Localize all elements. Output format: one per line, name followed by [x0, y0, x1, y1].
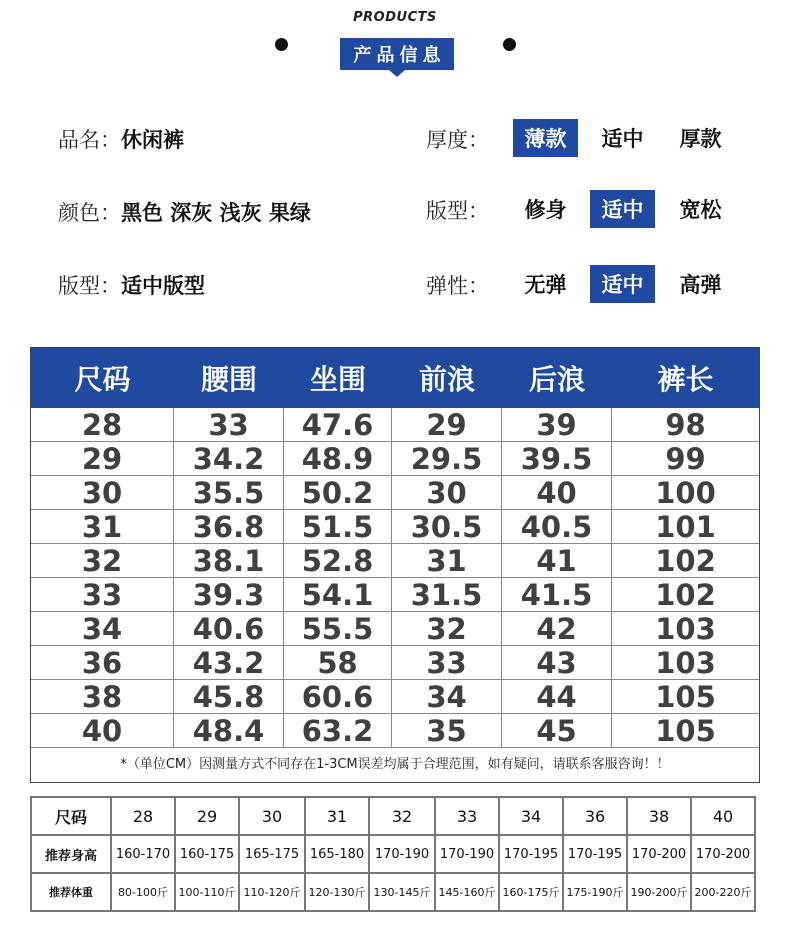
size-table-cell: 34: [392, 680, 502, 714]
size-table-cell: 36.8: [174, 510, 284, 544]
size-table-cell: 30: [31, 476, 174, 510]
recommend-weight-cell: 120-130斤: [305, 873, 369, 911]
recommend-height-cell: 165-180: [305, 835, 369, 873]
size-table: [30, 347, 760, 783]
recommend-weight-row: [31, 873, 755, 911]
size-table-cell: 34.2: [174, 442, 284, 476]
size-table-cell: 33: [31, 578, 174, 612]
left-dot-icon: [275, 38, 288, 51]
recommend-weight-cell: 80-100斤: [111, 873, 175, 911]
cut-option: 适中: [590, 190, 655, 228]
size-table-cell: 29: [31, 442, 174, 476]
size-table-cell: 39: [502, 408, 612, 442]
info-name-row: [58, 124, 184, 154]
size-table-body: [31, 408, 759, 748]
recommend-size-cell: 29: [175, 797, 239, 835]
title-pointer-icon: [389, 70, 405, 77]
info-color-row: [58, 197, 311, 227]
size-table-cell: 105: [612, 714, 759, 748]
size-table-cell: 28: [31, 408, 174, 442]
recommend-height-cell: 170-190: [435, 835, 499, 873]
recommend-height-cell: 160-170: [111, 835, 175, 873]
size-table-cell: 39.3: [174, 578, 284, 612]
cut-option: 修身: [524, 198, 567, 222]
recommend-height-cell: 170-200: [627, 835, 691, 873]
size-table-cell: 32: [31, 544, 174, 578]
size-table-cell: 29: [392, 408, 502, 442]
size-table-cell: 48.9: [284, 442, 392, 476]
size-table-note: *（单位CM）因测量方式不同存在1-3CM误差均属于合理范围，如有疑问，请联系客服咨询！！: [120, 757, 670, 772]
size-table-cell: 40.6: [174, 612, 284, 646]
size-header-cell: 尺码: [74, 363, 131, 396]
size-table-cell: 41.5: [502, 578, 612, 612]
size-header-cell: 腰围: [200, 363, 257, 396]
size-table-cell: 29.5: [392, 442, 502, 476]
recommend-table: [30, 796, 756, 912]
size-header-cell: 前浪: [418, 363, 475, 396]
info-name-value: 休闲裤: [121, 128, 184, 152]
size-header-cell: 后浪: [528, 363, 585, 396]
size-header-cell: 裤长: [657, 363, 714, 396]
recommend-size-cell: 33: [435, 797, 499, 835]
cut-label: 版型：: [426, 199, 489, 223]
thickness-option: 厚款: [679, 127, 722, 151]
size-table-cell: 47.6: [284, 408, 392, 442]
recommend-height-cell: 170-195: [499, 835, 563, 873]
info-name-label: 品名：: [58, 128, 121, 152]
size-table-cell: 40: [502, 476, 612, 510]
recommend-weight-cell: 190-200斤: [627, 873, 691, 911]
recommend-height-cell: 160-175: [175, 835, 239, 873]
size-table-cell: 103: [612, 612, 759, 646]
size-table-cell: 35.5: [174, 476, 284, 510]
info-color-value: 黑色 深灰 浅灰 果绿: [121, 201, 311, 225]
recommend-weight-label: 推荐体重: [31, 873, 111, 911]
size-table-cell: 36: [31, 646, 174, 680]
size-table-cell: 54.1: [284, 578, 392, 612]
thickness-option: 薄款: [513, 119, 578, 157]
size-table-cell: 30.5: [392, 510, 502, 544]
recommend-height-cell: 170-200: [691, 835, 755, 873]
size-table-cell: 63.2: [284, 714, 392, 748]
info-fit-value: 适中版型: [121, 274, 205, 298]
size-table-cell: 51.5: [284, 510, 392, 544]
recommend-size-cell: 40: [691, 797, 755, 835]
size-table-cell: 101: [612, 510, 759, 544]
elasticity-option: 无弹: [524, 273, 567, 297]
size-table-cell: 99: [612, 442, 759, 476]
size-table-cell: 45.8: [174, 680, 284, 714]
recommend-weight-cell: 100-110斤: [175, 873, 239, 911]
size-table-cell: 60.6: [284, 680, 392, 714]
size-table-header: [31, 348, 759, 408]
size-table-cell: 31.5: [392, 578, 502, 612]
size-table-cell: 42: [502, 612, 612, 646]
recommend-size-cell: 30: [239, 797, 305, 835]
size-table-cell: 58: [284, 646, 392, 680]
size-table-cell: 48.4: [174, 714, 284, 748]
size-table-cell: 55.5: [284, 612, 392, 646]
size-table-cell: 50.2: [284, 476, 392, 510]
recommend-weight-cell: 145-160斤: [435, 873, 499, 911]
recommend-size-cell: 36: [563, 797, 627, 835]
size-table-cell: 45: [502, 714, 612, 748]
info-fit-row: [58, 270, 205, 300]
size-table-cell: 30: [392, 476, 502, 510]
recommend-size-label: 尺码: [31, 797, 111, 835]
recommend-height-label: 推荐身高: [31, 835, 111, 873]
recommend-weight-cell: 160-175斤: [499, 873, 563, 911]
size-table-cell: 43: [502, 646, 612, 680]
cut-option: 宽松: [679, 198, 722, 222]
size-table-cell: 33: [392, 646, 502, 680]
size-table-cell: 100: [612, 476, 759, 510]
size-table-cell: 40.5: [502, 510, 612, 544]
recommend-size-cell: 28: [111, 797, 175, 835]
size-table-cell: 52.8: [284, 544, 392, 578]
recommend-weight-cell: 110-120斤: [239, 873, 305, 911]
info-color-label: 颜色：: [58, 201, 121, 225]
size-table-cell: 43.2: [174, 646, 284, 680]
size-table-cell: 31: [392, 544, 502, 578]
products-eyebrow: PRODUCTS: [353, 10, 437, 25]
elasticity-option: 高弹: [679, 273, 722, 297]
size-table-cell: 39.5: [502, 442, 612, 476]
size-table-cell: 40: [31, 714, 174, 748]
size-table-cell: 98: [612, 408, 759, 442]
recommend-height-cell: 170-190: [369, 835, 435, 873]
info-fit-label: 版型：: [58, 274, 121, 298]
right-dot-icon: [503, 38, 516, 51]
recommend-height-row: [31, 835, 755, 873]
recommend-height-cell: 165-175: [239, 835, 305, 873]
size-table-cell: 44: [502, 680, 612, 714]
recommend-size-cell: 34: [499, 797, 563, 835]
thickness-option: 适中: [601, 127, 644, 151]
size-table-cell: 102: [612, 544, 759, 578]
size-table-cell: 33: [174, 408, 284, 442]
recommend-weight-cell: 200-220斤: [691, 873, 755, 911]
size-table-cell: 38: [31, 680, 174, 714]
recommend-size-cell: 32: [369, 797, 435, 835]
recommend-size-cell: 38: [627, 797, 691, 835]
recommend-size-row: [31, 797, 755, 835]
elasticity-option: 适中: [590, 265, 655, 303]
size-table-cell: 103: [612, 646, 759, 680]
section-title: 产品信息: [340, 38, 454, 70]
size-header-cell: 坐围: [309, 363, 366, 396]
thickness-label: 厚度：: [426, 128, 489, 152]
size-table-cell: 35: [392, 714, 502, 748]
recommend-size-cell: 31: [305, 797, 369, 835]
recommend-weight-cell: 130-145斤: [369, 873, 435, 911]
recommend-weight-cell: 175-190斤: [563, 873, 627, 911]
size-table-cell: 105: [612, 680, 759, 714]
size-table-cell: 38.1: [174, 544, 284, 578]
size-table-cell: 41: [502, 544, 612, 578]
recommend-height-cell: 170-195: [563, 835, 627, 873]
size-table-cell: 34: [31, 612, 174, 646]
size-table-cell: 31: [31, 510, 174, 544]
size-table-cell: 102: [612, 578, 759, 612]
elasticity-label: 弹性：: [426, 274, 489, 298]
size-table-cell: 32: [392, 612, 502, 646]
